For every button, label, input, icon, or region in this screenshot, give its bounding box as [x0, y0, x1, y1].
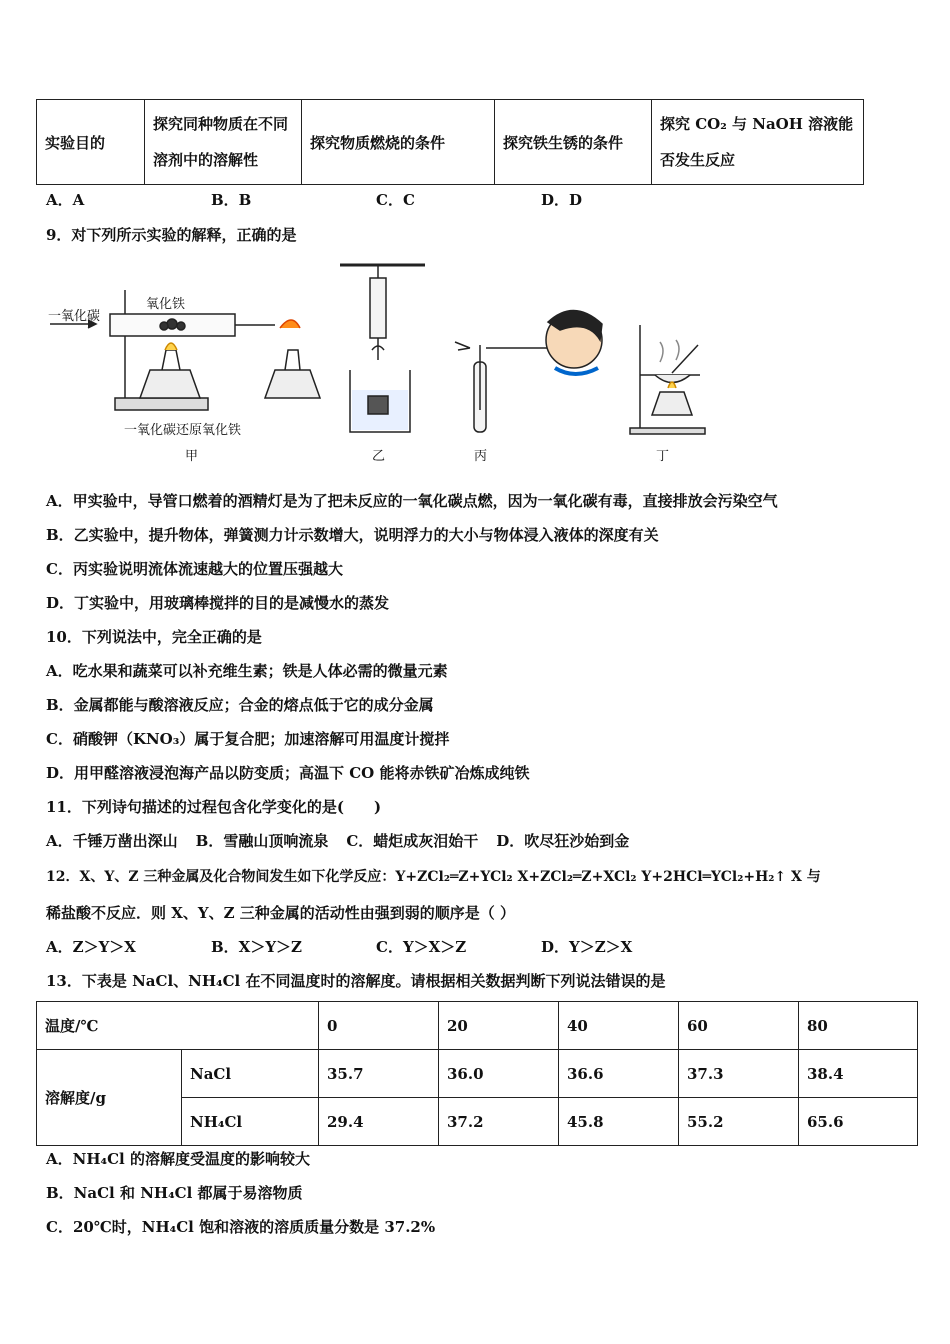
q10-option-a[interactable]: A．吃水果和蔬菜可以补充维生素；铁是人体必需的微量元素	[46, 662, 448, 680]
cell: 37.3	[679, 1050, 799, 1098]
q10-option-c[interactable]: C．硝酸钾（KNO₃）属于复合肥；加速溶解可用温度计搅拌	[46, 730, 450, 748]
temp-0: 0	[319, 1002, 439, 1050]
option-b[interactable]: B．X＞Y＞Z	[211, 938, 302, 956]
temp-header: 温度/℃	[37, 1002, 319, 1050]
cell: 36.0	[439, 1050, 559, 1098]
q13-option-c[interactable]: C．20℃时，NH₄Cl 饱和溶液的溶质质量分数是 37.2%	[46, 1218, 436, 1236]
label-ding: 丁	[656, 449, 670, 464]
q13-option-a[interactable]: A．NH₄Cl 的溶解度受温度的影响较大	[46, 1150, 310, 1168]
option-b[interactable]: B．B	[211, 191, 252, 209]
solubility-table	[36, 1001, 918, 1146]
label-fe2o3: 氧化铁	[146, 297, 186, 312]
blowing-apparatus	[455, 310, 602, 432]
q8-cell-purpose: 实验目的	[37, 100, 145, 185]
option-d[interactable]: D．D	[541, 191, 583, 209]
option-a[interactable]: A．Z＞Y＞X	[46, 938, 136, 956]
temp-60: 60	[679, 1002, 799, 1050]
label-jia: 甲	[185, 449, 199, 464]
q12-line1: 12．X、Y、Z 三种金属及化合物间发生如下化学反应：Y+ZCl₂═Z+YCl₂ X+ZCl₂═Z+XCl₂ Y+2HCl═YCl₂+H₂↑ X 与	[46, 869, 821, 885]
option-c[interactable]: C．蜡炬成灰泪始干	[346, 832, 479, 850]
temp-20: 20	[439, 1002, 559, 1050]
q9-option-c[interactable]: C．丙实验说明流体流速越大的位置压强越大	[46, 560, 343, 578]
spring-scale-apparatus	[340, 265, 425, 432]
option-b[interactable]: B．雪融山顶响流泉	[195, 832, 329, 850]
option-c[interactable]: C．C	[376, 191, 415, 209]
label-co: 一氧化碳	[48, 309, 101, 324]
q8-cell-a: 探究同种物质在不同溶剂中的溶解性	[145, 100, 302, 185]
q8-cell-d: 探究 CO₂ 与 NaOH 溶液能否发生反应	[652, 100, 864, 185]
caption-co-reduction: 一氧化碳还原氧化铁	[124, 423, 242, 438]
option-c[interactable]: C．Y＞X＞Z	[376, 938, 467, 956]
label-bing: 丙	[474, 449, 488, 464]
q8-cell-b: 探究物质燃烧的条件	[302, 100, 495, 185]
q9-stem: 9．对下列所示实验的解释，正确的是	[46, 226, 297, 244]
q10-option-b[interactable]: B．金属都能与酸溶液反应；合金的熔点低于它的成分金属	[46, 696, 434, 714]
solubility-header: 溶解度/g	[37, 1050, 182, 1146]
cell: 37.2	[439, 1098, 559, 1146]
cell: 65.6	[799, 1098, 918, 1146]
option-a[interactable]: A．A	[46, 191, 85, 209]
q10-option-d[interactable]: D．用甲醛溶液浸泡海产品以防变质；高温下 CO 能将赤铁矿冶炼成纯铁	[46, 764, 530, 782]
cell: 29.4	[319, 1098, 439, 1146]
cell: 38.4	[799, 1050, 918, 1098]
temp-40: 40	[559, 1002, 679, 1050]
label-yi: 乙	[372, 449, 386, 464]
q11-stem: 11．下列诗句描述的过程包含化学变化的是( )	[46, 798, 382, 816]
temp-80: 80	[799, 1002, 918, 1050]
q13-option-b[interactable]: B．NaCl 和 NH₄Cl 都属于易溶物质	[46, 1184, 303, 1202]
q8-cell-c: 探究铁生锈的条件	[495, 100, 652, 185]
option-d[interactable]: D．吹尽狂沙始到金	[496, 832, 630, 850]
cell: 35.7	[319, 1050, 439, 1098]
q8-options	[46, 189, 582, 210]
q9-option-a[interactable]: A．甲实验中，导管口燃着的酒精灯是为了把未反应的一氧化碳点燃，因为一氧化碳有毒，直接排放会污染空气	[46, 492, 778, 510]
option-a[interactable]: A．千锤万凿出深山	[46, 832, 178, 850]
q10-stem: 10．下列说法中，完全正确的是	[46, 628, 262, 646]
q11-options	[46, 830, 629, 851]
q9-option-d[interactable]: D．丁实验中，用玻璃棒搅拌的目的是减慢水的蒸发	[46, 594, 390, 612]
q12-options	[46, 936, 632, 957]
cell: 36.6	[559, 1050, 679, 1098]
row-name-nh4cl: NH₄Cl	[182, 1098, 319, 1146]
q8-table	[36, 99, 864, 185]
q9-option-b[interactable]: B．乙实验中，提升物体，弹簧测力计示数增大，说明浮力的大小与物体浸入液体的深度有关	[46, 526, 659, 544]
cell: 55.2	[679, 1098, 799, 1146]
q13-stem: 13．下表是 NaCl、NH₄Cl 在不同温度时的溶解度。请根据相关数据判断下列说法错误的是	[46, 972, 666, 990]
evaporation-apparatus	[630, 325, 705, 434]
cell: 45.8	[559, 1098, 679, 1146]
q12-line2: 稀盐酸不反应．则 X、Y、Z 三种金属的活动性由强到弱的顺序是（ ）	[46, 904, 515, 922]
option-d[interactable]: D．Y＞Z＞X	[541, 938, 633, 956]
row-name-nacl: NaCl	[182, 1050, 319, 1098]
q9-figure	[0, 250, 950, 470]
